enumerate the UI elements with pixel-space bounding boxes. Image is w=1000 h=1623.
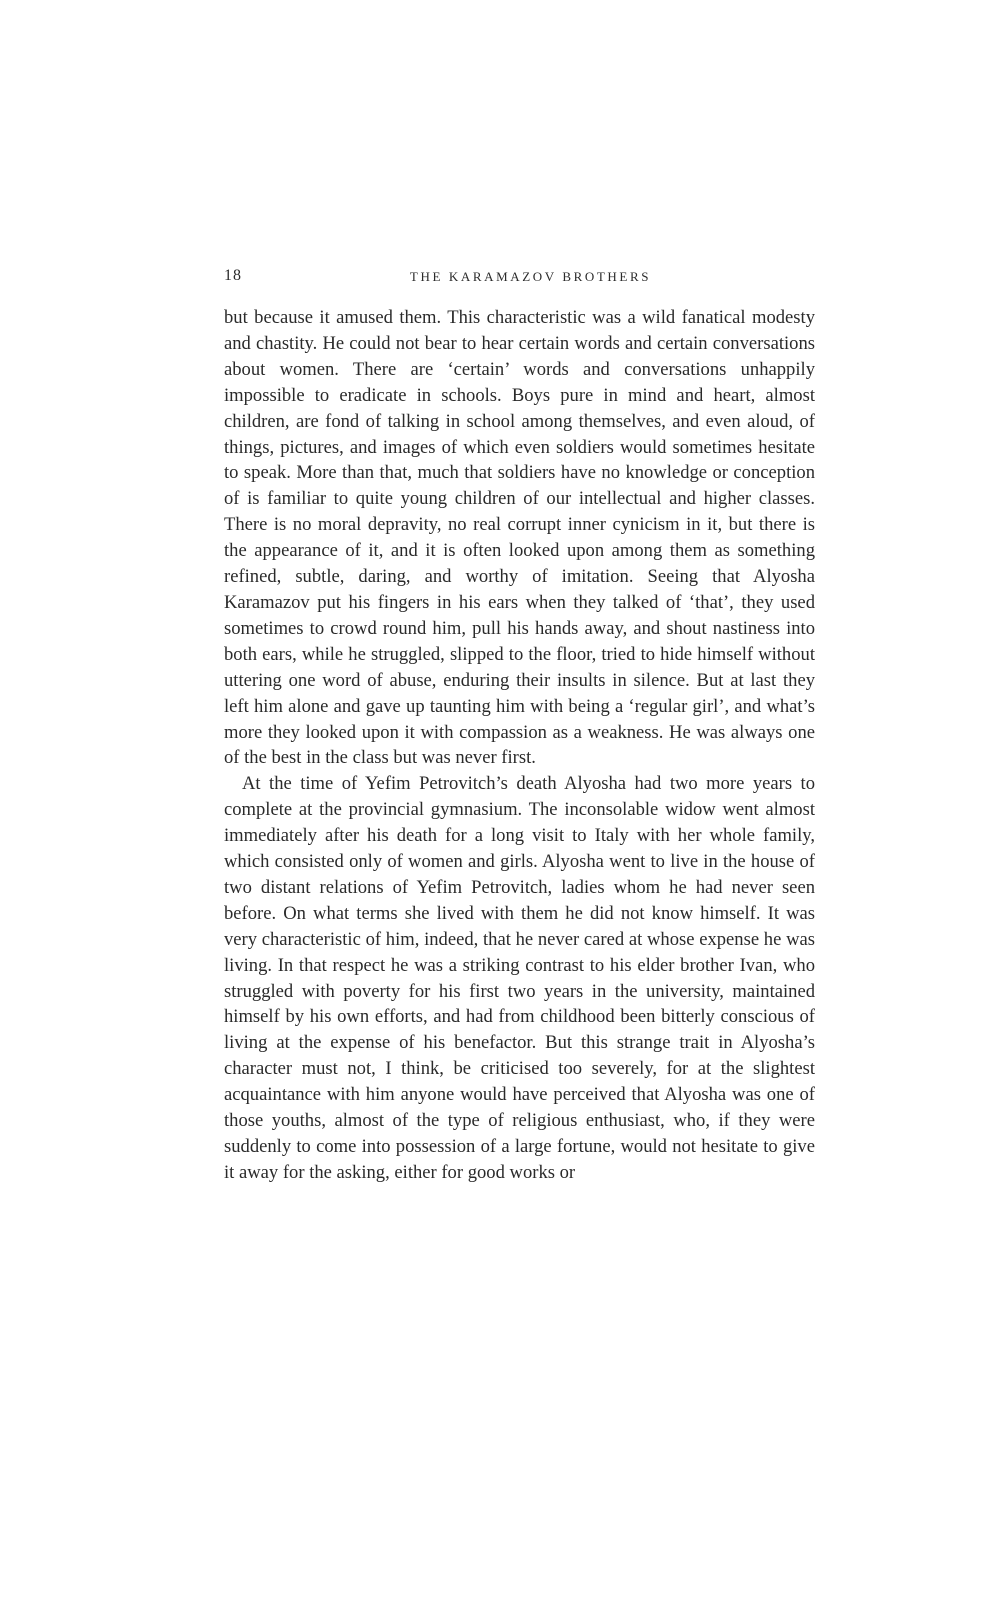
book-title: THE KARAMAZOV BROTHERS bbox=[409, 269, 652, 284]
paragraph-continued: but because it amused them. This characteristic was a wild fanatical modesty and chastity. He could not bear to hear certain words and certain conversations about women. There are ‘certain’ words and conversations unhappily impossible to eradicate in schools. Boys pure in mind and heart, almost children, are fond of talking in school among themselves, and even aloud, of things, pictures, and images of which even soldiers would sometimes hesitate to speak. More than that, much that soldiers have no knowledge or conception of is familiar to quite young children of our intellectual and higher classes. There is no moral depravity, no real corrupt inner cynicism in it, but there is the appearance of it, and it is often looked upon among them as something refined, subtle, daring, and worthy of imitation. Seeing that Alyosha Karamazov put his fingers in his ears when they talked of ‘that’, they used sometimes to crowd round him, pull his hands away, and shout nastiness into both ears, while he struggled, slipped to the floor, tried to hide himself without uttering one word of abuse, enduring their insults in silence. But at last they left him alone and gave up taunting him with being a ‘regular girl’, and what’s more they looked upon it with compassion as a weakness. He was always one of the best in the class but was never first. bbox=[224, 307, 815, 769]
body-text bbox=[224, 305, 815, 1186]
paragraph: At the time of Yefim Petrovitch’s death Alyosha had two more years to complete at the provincial gymnasium. The inconsolable widow went almost immediately after his death for a long visit to Italy with her whole family, which consisted only of women and girls. Alyosha went to live in the house of two distant relations of Yefim Petrovitch, ladies whom he had never seen before. On what terms she lived with them he did not know himself. It was very characteristic of him, indeed, that he never cared at whose expense he was living. In that respect he was a striking contrast to his elder brother Ivan, who struggled with poverty for his first two years in the university, maintained himself by his own efforts, and had from childhood been bitterly conscious of living at the expense of his benefactor. But this strange trait in Alyosha’s character must not, I think, be criticised too severely, for at the slightest acquaintance with him anyone would have perceived that Alyosha was one of those youths, almost of the type of religious enthusiast, who, if they were suddenly to come into possession of a large fortune, would not hesitate to give it away for the asking, either for good works or bbox=[224, 773, 815, 1183]
running-head bbox=[224, 267, 815, 289]
page-number: 18 bbox=[224, 267, 242, 284]
